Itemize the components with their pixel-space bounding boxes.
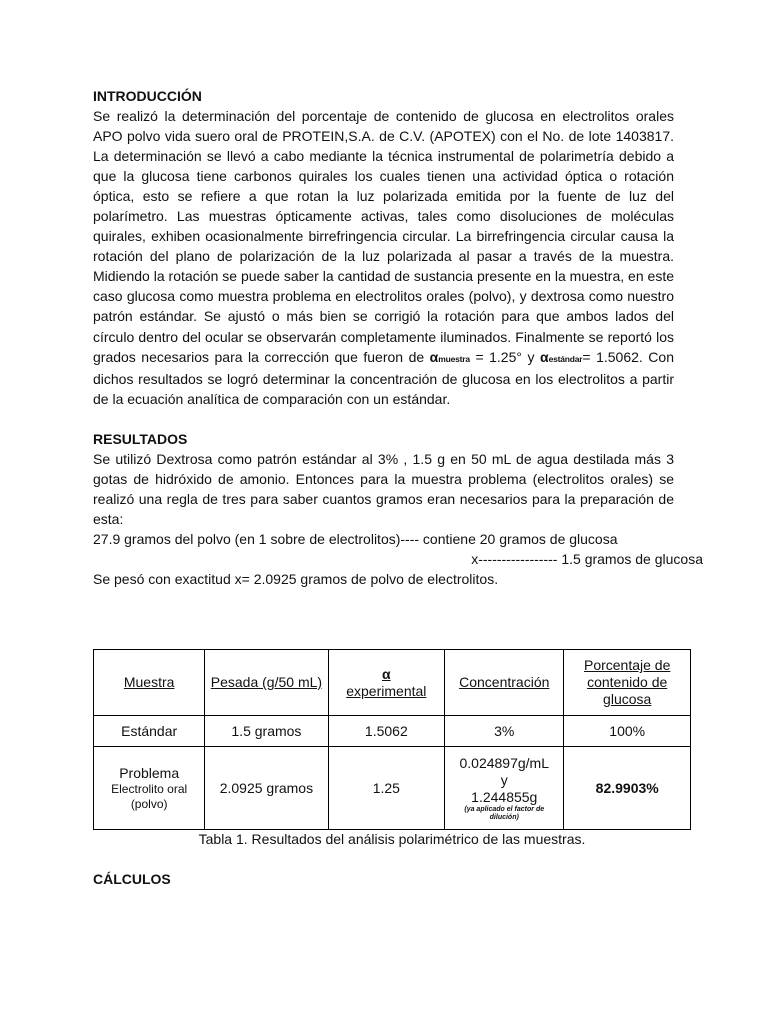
cell-pesada: 2.0925 gramos — [205, 747, 328, 830]
results-table — [93, 649, 691, 830]
rule-of-three-line-2: x----------------- 1.5 gramos de glucosa — [471, 550, 703, 567]
results-heading: RESULTADOS — [93, 430, 188, 447]
header-concentracion: Concentración — [445, 650, 564, 716]
cell-alpha: 1.25 — [328, 747, 445, 830]
dilution-note: (ya aplicado el factor de dilución) — [464, 805, 545, 821]
cell-concentracion: 3% — [445, 716, 564, 747]
cell-muestra: Estándar — [94, 716, 205, 747]
cell-pesada: 1.5 gramos — [205, 716, 328, 747]
cell-muestra: Problema Electrolito oral (polvo) — [94, 747, 205, 830]
document-body — [93, 86, 703, 589]
intro-text: Se realizó la determinación del porcentaje de contenido de glucosa en electrolitos orales APO polvo vida suero oral de PROTEIN,S.A. de C.V. (APOTEX) con el No. de lote 1403817. La determinación se llevó a cabo mediante la técnica instrumental de polarimetría debido a que la glucosa tiene carbonos quirales los cuales tienen una actividad óptica o rotación óptica, esto se refiere a que rotan la luz polarizada emitida por la fuente de luz del polarímetro. Las muestras ópticamente activas, tales como disoluciones de moléculas quirales, exhiben ocasionalmente birrefringencia circular. La birrefringencia circular causa la rotación del plano de polarización de la luz polarizada al pasar a través de la muestra. Midiendo la rotación se puede saber la cantidad de sustancia presente en la muestra, en este caso glucosa como muestra problema en electrolitos orales (polvo), y dextrosa como nuestro patrón estándar. Se ajustó o más bien se corrigió la rotación para que ambos lados del círculo dentro del ocular se observarán completamente iluminados. Finalmente se reportó los grados necesarios para la corrección que fueron de — [93, 108, 674, 365]
header-muestra: Muestra — [94, 650, 205, 716]
alpha-symbol: α — [429, 348, 439, 365]
weighed-result-line: Se pesó con exactitud x= 2.0925 gramos de polvo de electrolitos. — [93, 570, 499, 587]
table-header-row — [94, 650, 691, 716]
cell-porcentaje: 82.9903% — [564, 747, 691, 830]
table-row — [94, 716, 691, 747]
alpha-symbol: α — [539, 348, 549, 365]
alpha-subscript-muestra: muestra — [438, 353, 470, 364]
table-row — [94, 747, 691, 830]
rule-of-three-line-1: 27.9 gramos del polvo (en 1 sobre de electrolitos)---- contiene 20 gramos de glucosa — [93, 530, 618, 547]
intro-paragraph — [93, 106, 674, 409]
cell-porcentaje: 100% — [564, 716, 691, 747]
results-paragraph: Se utilizó Dextrosa como patrón estándar al 3% , 1.5 g en 50 mL de agua destilada más 3 gotas de hidróxido de amonio. Entonces para la muestra problema (electrolitos orales) se realizó una regla de tres para saber cuantos gramos eran necesarios para la preparación de esta: — [93, 450, 674, 527]
alpha-subscript-estandar: estándar — [548, 353, 583, 364]
calculos-heading: CÁLCULOS — [93, 871, 171, 887]
header-pesada: Pesada (g/50 mL) — [205, 650, 328, 716]
table-caption: Tabla 1. Resultados del análisis polarimétrico de las muestras. — [198, 831, 586, 847]
cell-concentracion: 0.024897g/mL y 1.244855g (ya aplicado el factor de dilución) — [445, 747, 564, 830]
cell-alpha: 1.5062 — [328, 716, 445, 747]
intro-heading: INTRODUCCIÓN — [93, 88, 202, 104]
header-alpha-experimental: α experimental — [328, 650, 445, 716]
header-porcentaje: Porcentaje de contenido de glucosa — [564, 650, 691, 716]
alpha-muestra-value: = 1.25° y — [469, 348, 540, 365]
alpha-estandar-value: = 1.5062. Con dichos resultados se logró determinar la concentración de glucosa en los electrolitos a partir de la ecuación analítica de comparación con un estándar. — [93, 348, 674, 407]
